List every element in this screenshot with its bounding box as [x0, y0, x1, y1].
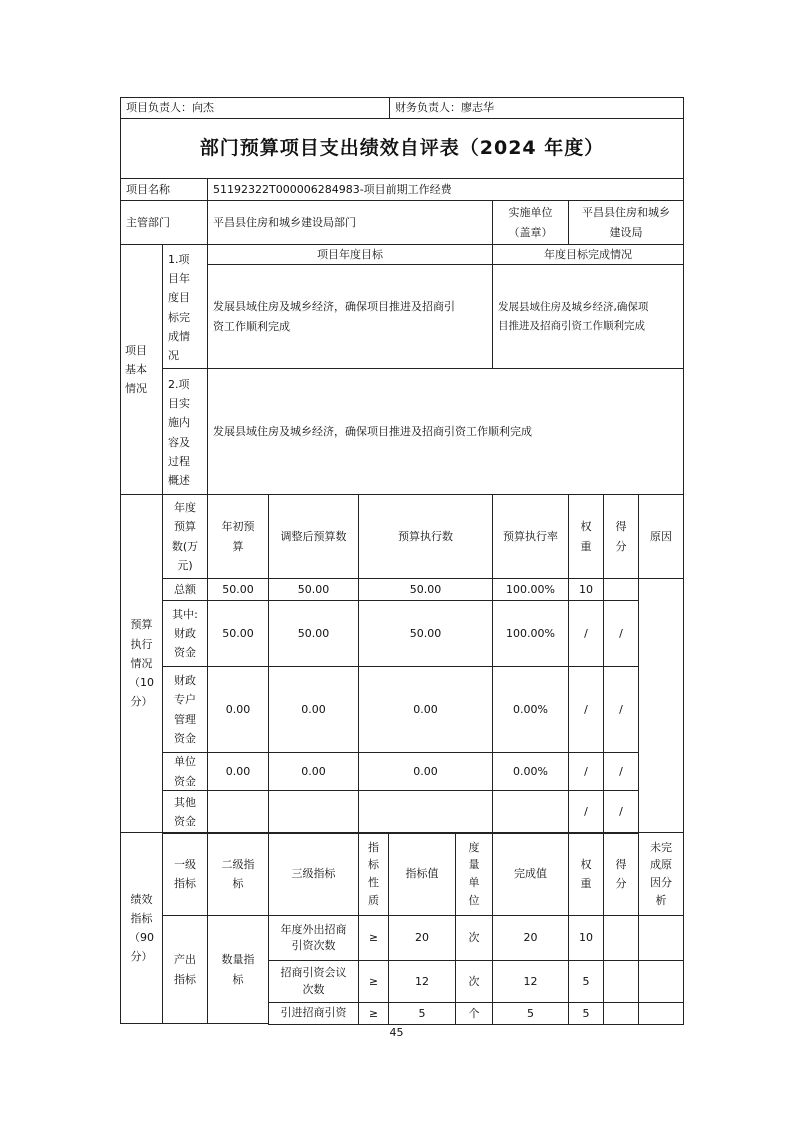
budget-executed-header: 预算执行数: [398, 529, 453, 543]
budget-row-label-line: 其中:: [172, 607, 198, 621]
budget-score: [603, 600, 639, 667]
budget-initial-text: 50.00: [222, 626, 254, 640]
perf-target-text: 12: [415, 974, 429, 988]
budget-section-label-line: 分）: [130, 695, 153, 709]
budget-adjusted-header: 调整后预算数: [280, 529, 347, 543]
basic-section-label-line: 项目: [125, 343, 147, 357]
goal-header-cell: [207, 244, 493, 265]
budget-row-label-line: 财政: [174, 674, 196, 687]
budget-row-label-line: 管理: [174, 712, 196, 726]
project-name-label: 项目名称: [126, 182, 170, 196]
budget-weight: [568, 600, 604, 667]
budget-weight-text: 10: [579, 582, 593, 596]
perf-unit: [455, 1002, 493, 1025]
budget-executed-text: 50.00: [409, 626, 442, 640]
perf-nature-header-line: 标: [368, 858, 379, 872]
budget-adjusted-text: 50.00: [297, 582, 330, 596]
budget-score: [603, 666, 639, 753]
perf-reason: [638, 915, 684, 961]
budget-score-header: [603, 494, 639, 579]
impl-content-label-line: 概述: [168, 474, 190, 487]
budget-weight: [568, 752, 604, 791]
perf-unit-text: 次: [468, 931, 480, 945]
budget-row-label: [162, 752, 208, 791]
budget-adjusted: [268, 578, 359, 601]
perf-score: [603, 960, 639, 1003]
goal-label-line: 成情: [168, 329, 190, 343]
perf-actual-text: 20: [523, 931, 538, 945]
page-number: 45: [389, 1026, 404, 1039]
perf-target-header-cell: [388, 832, 456, 916]
budget-rate-header-cell: [492, 494, 569, 579]
perf-level1-header-line: 指标: [174, 877, 196, 890]
perf-level1-header-line: 一级: [174, 857, 196, 871]
budget-rate: [492, 752, 569, 791]
budget-initial: [207, 600, 269, 667]
perf-level3: [268, 1002, 359, 1025]
goal-label-line: 度目: [168, 291, 190, 305]
impl-content-text-cell: [207, 368, 684, 495]
perf-unit-header: [455, 832, 493, 916]
budget-rate-text: 0.00%: [513, 764, 548, 778]
perf-weight: [568, 915, 604, 961]
perf-target: [388, 960, 456, 1003]
budget-annual-header-line: 元): [177, 558, 193, 572]
budget-executed-text: 0.00: [413, 702, 438, 716]
budget-section-label-line: 预算: [130, 618, 153, 632]
perf-score-header: [603, 832, 639, 916]
impl-unit-seal: （盖章）: [508, 225, 553, 239]
budget-executed-text: 0.00: [413, 764, 438, 778]
goal-label-line: 1.项: [168, 252, 190, 266]
perf-target: [388, 1002, 456, 1025]
budget-rate-text: 100.00%: [506, 626, 555, 640]
goal-label-line: 目年: [168, 272, 190, 285]
perf-level3: [268, 960, 359, 1003]
goal-text-cell: [207, 264, 493, 369]
perf-weight-text: 5: [582, 974, 590, 988]
impl-content-label-line: 过程: [168, 454, 190, 468]
perf-level2-header-line: 标: [232, 877, 244, 890]
budget-adjusted-header-cell: [268, 494, 359, 579]
budget-adjusted-text: 0.00: [301, 702, 326, 716]
budget-weight-text: /: [584, 805, 588, 819]
completion-text-cell: [492, 264, 684, 369]
budget-reason-header: 原因: [650, 529, 672, 543]
title-cell: [120, 118, 684, 179]
perf-unit: [455, 915, 493, 961]
budget-executed: [358, 752, 493, 791]
budget-section-label: [120, 494, 163, 833]
budget-initial: [207, 752, 269, 791]
perf-level3-line: 引进招商引资: [280, 1006, 347, 1020]
perf-score: [603, 915, 639, 961]
budget-rate-text: 100.00%: [506, 582, 555, 596]
perf-section-label-line: 指标: [130, 911, 153, 925]
perf-score-header-line: 得: [615, 857, 627, 871]
perf-actual-header-cell: [492, 832, 569, 916]
impl-content-label-line: 施内: [168, 416, 190, 430]
budget-annual-header-line: 数(万: [171, 539, 199, 553]
budget-initial-text: 0.00: [225, 702, 251, 716]
perf-target-text: 20: [415, 931, 429, 945]
budget-initial: [207, 666, 269, 753]
budget-score-text: /: [619, 764, 623, 778]
impl-unit-value-cell: [568, 200, 684, 245]
budget-initial-text: 0.00: [225, 764, 251, 778]
budget-section-label-line: 执行: [130, 637, 153, 651]
perf-actual: [492, 915, 569, 961]
project-leader: 项目负责人：向杰: [126, 101, 214, 115]
budget-weight-text: /: [584, 764, 588, 778]
budget-initial: [207, 790, 269, 834]
perf-level1-header: [162, 832, 208, 916]
budget-adjusted-text: 0.00: [301, 764, 326, 778]
perf-unit-header-line: 单: [468, 876, 480, 889]
budget-score: [603, 752, 639, 791]
perf-level3: [268, 915, 359, 961]
budget-score-header-line: 得: [615, 520, 627, 534]
budget-adjusted: [268, 790, 359, 834]
budget-weight-text: /: [584, 702, 588, 716]
perf-unit-header-line: 位: [468, 893, 480, 907]
budget-row-label-line: 总额: [174, 582, 196, 596]
perf-section-label: [120, 832, 163, 1024]
completion-header: 年度目标完成情况: [544, 247, 632, 261]
finance-leader-cell: [389, 97, 684, 119]
dept-label: 主管部门: [126, 215, 170, 229]
budget-row-label-line: 资金: [174, 646, 196, 660]
basic-section-label: [120, 244, 163, 495]
goal-label-line: 况: [168, 349, 179, 362]
project-name-value: 51192322T000006284983-项目前期工作经费: [213, 182, 452, 196]
perf-level3-line: 招商引资会议: [280, 966, 347, 979]
completion-text-line2: 目推进及招商引资工作顺利完成: [498, 319, 645, 332]
perf-nature-text: ≥: [368, 1006, 379, 1020]
perf-section-label-line: 分）: [130, 950, 153, 964]
budget-adjusted: [268, 752, 359, 791]
perf-reason-header-line: 未完: [650, 840, 672, 854]
budget-rate: [492, 600, 569, 667]
budget-score-text: /: [619, 702, 623, 716]
budget-initial: [207, 578, 269, 601]
perf-reason-header: [638, 832, 684, 916]
budget-row-label: [162, 666, 208, 753]
budget-rate-header: 预算执行率: [503, 529, 558, 543]
budget-rate: [492, 578, 569, 601]
impl-unit-label-cell: [492, 200, 569, 245]
budget-executed: [358, 600, 493, 667]
budget-score-text: /: [619, 805, 623, 819]
budget-executed-header-cell: [358, 494, 493, 579]
budget-weight-header: [568, 494, 604, 579]
budget-score: [603, 790, 639, 834]
perf-unit-text: 次: [468, 974, 480, 988]
budget-row-label: [162, 578, 208, 601]
goal-label-line: 标完: [168, 310, 190, 324]
project-leader-cell: [120, 97, 390, 119]
perf-level2-header: [207, 832, 269, 916]
perf-unit-header-line: 量: [468, 858, 480, 872]
perf-weight-text: 10: [579, 931, 593, 945]
budget-score-header-line: 分: [615, 539, 627, 553]
perf-level3-line: 引资次数: [291, 939, 336, 952]
perf-actual-text: 5: [527, 1006, 534, 1020]
perf-nature: [358, 1002, 389, 1025]
impl-content-label: [162, 368, 208, 495]
perf-reason-header-line: 成原: [650, 858, 672, 872]
perf-actual-header: 完成值: [514, 867, 547, 881]
perf-level1-value-line: 指标: [174, 972, 196, 986]
perf-nature-header-line: 性: [368, 876, 379, 889]
impl-unit-value-line2: 建设局: [609, 225, 643, 239]
impl-unit-label: 实施单位: [508, 206, 553, 220]
perf-level3-header-cell: [268, 832, 359, 916]
perf-level2-value-line: 标: [232, 972, 244, 986]
budget-initial-text: 50.00: [222, 582, 254, 596]
perf-unit-header-line: 度: [468, 840, 480, 854]
budget-weight-header-line: 重: [580, 539, 592, 553]
budget-section-label-line: 情况: [130, 656, 153, 670]
budget-annual-header-line: 预算: [174, 520, 196, 534]
budget-score: [603, 578, 639, 601]
dept-label-cell: [120, 200, 208, 245]
dept-value: 平昌县住房和城乡建设局部门: [213, 215, 356, 229]
perf-weight: [568, 960, 604, 1003]
budget-row-label-line: 其他: [174, 795, 196, 809]
impl-content-label-line: 2.项: [168, 377, 190, 391]
perf-level2-value: [207, 915, 269, 1024]
budget-annual-header: [162, 494, 208, 579]
goal-header: 项目年度目标: [317, 247, 383, 261]
budget-row-label-line: 资金: [174, 731, 196, 745]
budget-score-text: /: [619, 626, 623, 640]
perf-nature-header-line: 质: [368, 893, 379, 907]
budget-weight: [568, 790, 604, 834]
budget-executed: [358, 790, 493, 834]
perf-level3-header: 三级指标: [291, 867, 336, 881]
budget-row-label-line: 资金: [174, 815, 196, 828]
perf-level2-value-line: 数量指: [221, 953, 255, 967]
goal-label: [162, 244, 208, 369]
perf-nature: [358, 960, 389, 1003]
perf-actual: [492, 960, 569, 1003]
impl-unit-value-line1: 平昌县住房和城乡: [582, 206, 670, 220]
budget-row-label-line: 资金: [174, 774, 196, 788]
budget-weight: [568, 666, 604, 753]
impl-content-label-line: 容及: [168, 435, 190, 449]
perf-nature-text: ≥: [368, 974, 379, 988]
impl-content-label-line: 目实: [168, 397, 190, 410]
budget-section-label-line: （10: [129, 676, 154, 690]
budget-initial-header-line: 算: [232, 539, 244, 553]
budget-reason-header-cell: [638, 494, 684, 579]
perf-section-label-line: 绩效: [130, 892, 153, 906]
completion-text-line1: 发展县域住房及城乡经济,确保项: [498, 301, 649, 314]
budget-rate: [492, 790, 569, 834]
budget-weight-header-line: 权: [580, 520, 592, 534]
budget-weight-text: /: [584, 626, 588, 640]
perf-reason: [638, 960, 684, 1003]
budget-row-label-line: 单位: [174, 755, 196, 769]
perf-score: [603, 1002, 639, 1025]
project-name-label-cell: [120, 178, 208, 201]
basic-section-label-line: 基本: [125, 362, 147, 376]
perf-weight: [568, 1002, 604, 1025]
perf-reason: [638, 1002, 684, 1025]
project-name-value-cell: [207, 178, 684, 201]
perf-level2-header-line: 二级指: [221, 857, 255, 871]
perf-level1-value: [162, 915, 208, 1024]
goal-text-line2: 资工作顺利完成: [213, 319, 290, 333]
basic-section-label-line: 情况: [125, 382, 147, 396]
budget-adjusted: [268, 666, 359, 753]
perf-score-header-line: 分: [615, 877, 627, 890]
perf-nature-text: ≥: [368, 931, 379, 945]
budget-executed: [358, 578, 493, 601]
perf-level3-line: 次数: [302, 982, 325, 996]
budget-rate-text: 0.00%: [513, 702, 548, 716]
budget-row-label: [162, 790, 208, 834]
perf-actual: [492, 1002, 569, 1025]
impl-content-text: 发展县域住房及城乡经济，确保项目推进及招商引资工作顺利完成: [213, 424, 532, 438]
perf-weight-header-line: 权: [580, 857, 592, 871]
budget-executed-text: 50.00: [409, 582, 442, 596]
perf-nature-header-line: 指: [368, 840, 379, 854]
budget-weight: [568, 578, 604, 601]
perf-unit-text: 个: [468, 1006, 480, 1020]
perf-actual-text: 12: [523, 974, 538, 988]
budget-annual-header-line: 年度: [174, 501, 196, 514]
perf-level3-line: 年度外出招商: [280, 922, 347, 936]
budget-adjusted-text: 50.00: [297, 626, 330, 640]
budget-adjusted: [268, 600, 359, 667]
perf-unit: [455, 960, 493, 1003]
budget-reason-cell: [638, 578, 684, 833]
completion-header-cell: [492, 244, 684, 265]
page-title: 部门预算项目支出绩效自评表（2024 年度）: [199, 136, 605, 159]
budget-executed: [358, 666, 493, 753]
budget-initial-header-line: 年初预: [221, 520, 255, 534]
finance-leader: 财务负责人：廖志华: [395, 101, 494, 115]
budget-row-label-line: 专户: [174, 693, 196, 707]
budget-row-label-line: 财政: [174, 626, 196, 640]
goal-text-line1: 发展县域住房及城乡经济，确保项目推进及招商引: [213, 300, 455, 314]
perf-level1-value-line: 产出: [174, 953, 196, 967]
perf-nature: [358, 915, 389, 961]
dept-value-cell: [207, 200, 493, 245]
perf-weight-header: [568, 832, 604, 916]
perf-reason-header-line: 析: [655, 893, 667, 907]
perf-reason-header-line: 因分: [650, 876, 672, 889]
perf-nature-header: [358, 832, 389, 916]
perf-weight-header-line: 重: [580, 877, 592, 890]
perf-target: [388, 915, 456, 961]
budget-rate: [492, 666, 569, 753]
perf-section-label-line: （90: [129, 931, 154, 944]
perf-weight-text: 5: [582, 1006, 590, 1020]
perf-target-text: 5: [418, 1006, 426, 1020]
perf-target-header: 指标值: [405, 867, 439, 881]
budget-row-label: [162, 600, 208, 667]
budget-initial-header: [207, 494, 269, 579]
